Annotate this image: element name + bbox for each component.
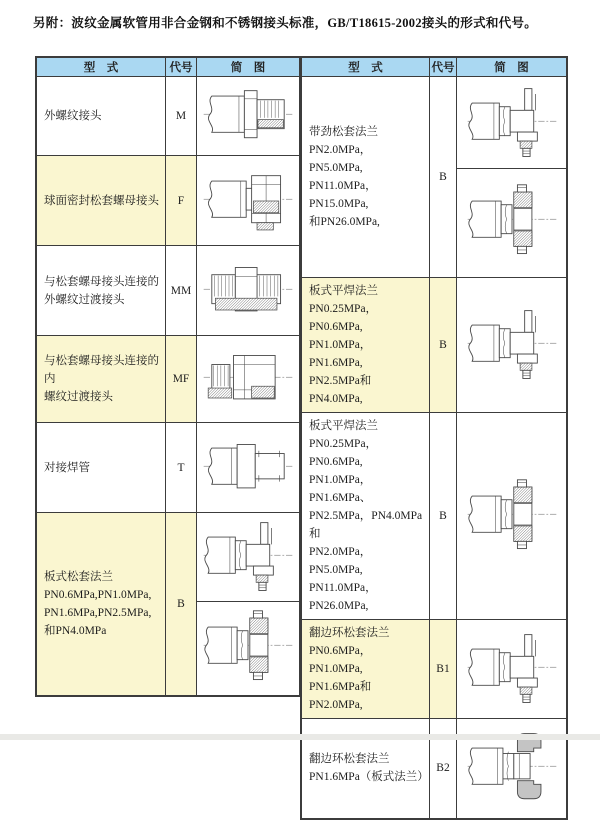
table-row bbox=[301, 620, 567, 719]
type-cell bbox=[301, 278, 430, 413]
pressure-rating: PN2.5MPa和PN4.0MPa, bbox=[309, 375, 372, 405]
collar-flange-with-bolts-diagram bbox=[457, 168, 566, 273]
pressure-rating: PN1.6MPa,PN2.5MPa, bbox=[44, 606, 152, 619]
pressure-rating: PN0.25MPa，PN0.6MPa, bbox=[309, 438, 378, 468]
header-code: 代号 bbox=[430, 57, 457, 77]
type-cell bbox=[301, 77, 430, 278]
diagram-cell bbox=[197, 156, 301, 246]
table-body-right bbox=[301, 77, 567, 819]
loose-plate-flange-diagram bbox=[457, 77, 566, 168]
male-male-adapter-diagram bbox=[197, 253, 299, 329]
pressure-rating: 和PN4.0MPa bbox=[44, 624, 107, 637]
pressure-rating: 螺纹过渡接头 bbox=[44, 391, 113, 403]
fitting-type-name: 翻边环松套法兰 bbox=[309, 627, 390, 639]
loose-plate-flange-diagram bbox=[457, 307, 566, 383]
type-cell bbox=[36, 336, 166, 423]
type-cell bbox=[301, 413, 430, 620]
pressure-rating: PN1.6MPa（板式法兰） bbox=[309, 771, 429, 784]
header-type: 型 式 bbox=[301, 57, 430, 77]
fitting-type-name: 与松套螺母接头连接的 bbox=[44, 275, 159, 288]
flared-ring-flange-diagram bbox=[457, 730, 566, 806]
diagram-cell bbox=[197, 336, 301, 423]
table-row bbox=[301, 278, 567, 413]
collar-flange-with-bolts-diagram bbox=[457, 478, 566, 554]
table-row bbox=[36, 423, 300, 513]
code-cell: T bbox=[166, 423, 197, 513]
fitting-type-name: 球面密封松套螺母接头 bbox=[44, 194, 159, 207]
type-cell bbox=[36, 77, 166, 156]
pressure-rating: PN0.6MPa,PN1.0MPa, bbox=[44, 588, 152, 601]
fitting-type-name: 板式松套法兰 bbox=[44, 570, 113, 583]
pressure-rating: PN2.0MPa，PN5.0MPa, bbox=[309, 144, 372, 174]
pressure-rating: PN11.0MPa，PN26.0MPa, bbox=[309, 582, 377, 612]
fitting-type-name: 对接焊管 bbox=[44, 461, 90, 474]
pressure-rating: PN1.0MPa，PN1.6MPa, bbox=[309, 339, 372, 369]
table-row bbox=[36, 156, 300, 246]
spherical-loose-nut-fitting-diagram bbox=[197, 163, 299, 239]
pressure-rating: PN2.5MPa，PN4.0MPa和 bbox=[309, 510, 423, 540]
code-cell: B1 bbox=[430, 620, 457, 719]
fitting-type-name: 外螺纹接头 bbox=[44, 110, 102, 122]
code-cell: M bbox=[166, 77, 197, 156]
pressure-rating: PN1.0MPa，PN1.6MPa、 bbox=[309, 474, 372, 504]
table-row bbox=[301, 413, 567, 620]
male-female-adapter-diagram bbox=[197, 341, 299, 417]
table-row bbox=[36, 77, 300, 156]
pressure-rating: PN0.6MPa，PN1.0MPa, bbox=[309, 645, 372, 675]
fitting-type-name: 板式平焊法兰 bbox=[309, 420, 378, 432]
type-cell bbox=[36, 513, 166, 696]
male-thread-fitting-diagram bbox=[197, 78, 299, 154]
type-cell bbox=[36, 246, 166, 336]
code-cell: F bbox=[166, 156, 197, 246]
diagram-cell bbox=[197, 423, 301, 513]
diagram-cell bbox=[197, 513, 301, 696]
type-cell bbox=[36, 156, 166, 246]
table-header-left bbox=[36, 57, 300, 77]
header-diagram: 简 图 bbox=[457, 57, 568, 77]
fitting-type-name: 与松套螺母接头连接的内 bbox=[44, 355, 159, 385]
page-title: 另附：波纹金属软管用非合金钢和不锈钢接头标准，GB/T18615-2002接头的形式和代号。 bbox=[33, 16, 538, 30]
header-diagram: 简 图 bbox=[197, 57, 301, 77]
diagram-cell bbox=[457, 620, 568, 719]
pressure-rating: PN0.25MPa，PN0.6MPa, bbox=[309, 303, 378, 333]
code-cell: MM bbox=[166, 246, 197, 336]
pressure-rating: 和PN26.0MPa, bbox=[309, 216, 380, 228]
table-row bbox=[36, 246, 300, 336]
pressure-rating: PN1.6MPa和PN2.0MPa, bbox=[309, 681, 372, 711]
diagram-cell bbox=[457, 77, 568, 278]
fitting-table-right bbox=[300, 56, 568, 820]
loose-plate-flange-diagram bbox=[197, 513, 299, 601]
table-row bbox=[36, 336, 300, 423]
collar-flange-with-bolts-diagram bbox=[197, 601, 299, 691]
table-header-right bbox=[301, 57, 567, 77]
code-cell: B bbox=[166, 513, 197, 696]
loose-plate-flange-diagram bbox=[457, 631, 566, 707]
diagram-cell bbox=[457, 413, 568, 620]
header-row bbox=[36, 57, 300, 77]
header-code: 代号 bbox=[166, 57, 197, 77]
table-row bbox=[36, 513, 300, 696]
fitting-type-name: 翻边环松套法兰 bbox=[309, 753, 390, 766]
pressure-rating: PN11.0MPa，PN15.0MPa, bbox=[309, 180, 377, 210]
table-body-left bbox=[36, 77, 300, 696]
table-row bbox=[301, 77, 567, 278]
fitting-type-name: 带劲松套法兰 bbox=[309, 126, 378, 138]
diagram-cell bbox=[197, 246, 301, 336]
page-bottom-strip bbox=[0, 734, 600, 740]
code-cell: B bbox=[430, 413, 457, 620]
code-cell: B bbox=[430, 77, 457, 278]
diagram-cell bbox=[197, 77, 301, 156]
code-cell: MF bbox=[166, 336, 197, 423]
pressure-rating: 外螺纹过渡接头 bbox=[44, 293, 125, 306]
diagram-cell bbox=[457, 278, 568, 413]
code-cell: B2 bbox=[430, 719, 457, 819]
code-cell: B bbox=[430, 278, 457, 413]
type-cell bbox=[301, 620, 430, 719]
fitting-type-name: 板式平焊法兰 bbox=[309, 285, 378, 297]
butt-weld-pipe-diagram bbox=[197, 430, 299, 506]
header-row bbox=[301, 57, 567, 77]
fitting-table-left bbox=[35, 56, 301, 697]
header-type: 型 式 bbox=[36, 57, 166, 77]
pressure-rating: PN2.0MPa，PN5.0MPa, bbox=[309, 546, 372, 576]
type-cell bbox=[36, 423, 166, 513]
